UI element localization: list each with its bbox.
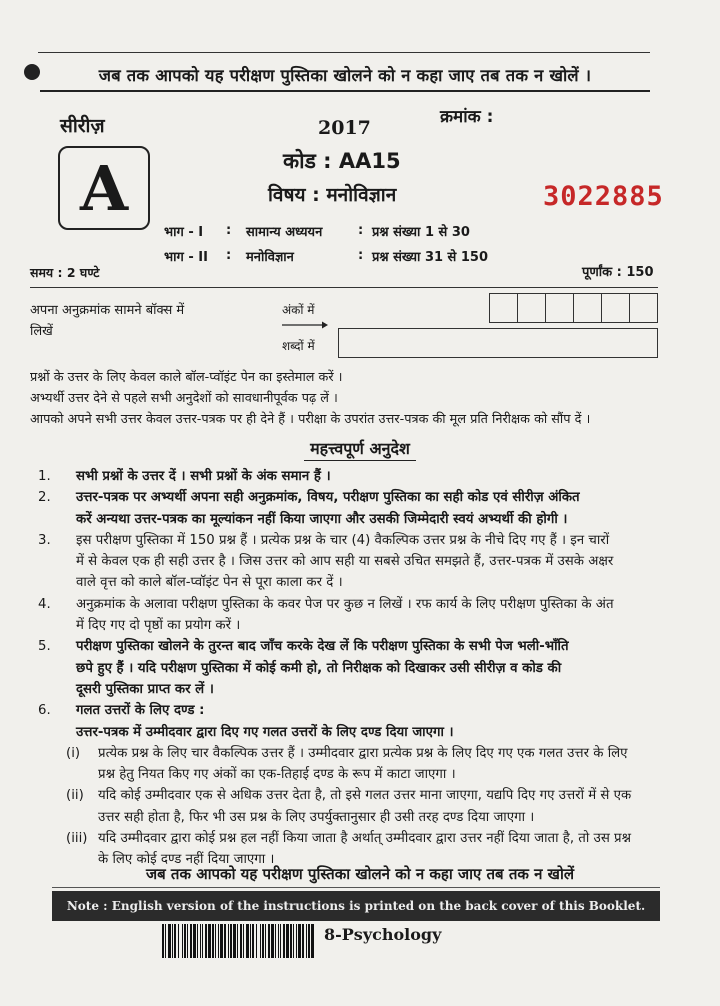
note-band-rule xyxy=(52,887,660,888)
part-name: मनोविज्ञान xyxy=(246,249,294,265)
roll-digit-box[interactable] xyxy=(517,293,546,323)
part-row xyxy=(164,218,488,243)
instruction-line: में से केवल एक ही सही उत्तर है । जिस उत्तर को आप सही या सबसे उचित समझते हैं, उत्तर-पत्रक में उसके अक्षर xyxy=(76,554,614,570)
max-marks: पूर्णांक : 150 xyxy=(582,265,654,280)
part-separator: : xyxy=(226,248,232,263)
instruction-number: 5. xyxy=(38,639,51,655)
penalty-intro: उत्तर-पत्रक में उम्मीदवार द्वारा दिए गए गलत उत्तरों के लिए दण्ड दिया जाएगा । xyxy=(76,724,454,740)
binder-hole xyxy=(24,64,40,80)
part-row xyxy=(164,243,488,268)
exam-year: 2017 xyxy=(318,117,371,139)
penalty-subitem xyxy=(28,743,668,786)
instruction-item xyxy=(28,530,668,594)
penalty-line: प्रत्येक प्रश्न के लिए चार वैकल्पिक उत्तर हैं । उम्मीदवार द्वारा प्रत्येक प्रश्न के लिए दिए गए एक गलत उत्तर के लिए xyxy=(98,745,628,761)
part-questions: प्रश्न संख्या 1 से 30 xyxy=(372,224,470,240)
penalty-line: उत्तर सही होता है, फिर भी उस प्रश्न के लिए उपर्युक्तानुसार ही उसी तरह दण्ड दिया जाएगा । xyxy=(98,809,535,825)
penalty-roman: (i) xyxy=(66,745,81,761)
instruction-number: 6. xyxy=(38,703,51,719)
barcode-icon xyxy=(162,924,314,958)
penalty-roman: (iii) xyxy=(66,831,88,847)
booklet-code-title: कोड : AA15 xyxy=(283,149,401,173)
note-line: अभ्यर्थी उत्तर देने से पहले सभी अनुदेशों को सावधानीपूर्वक पढ़ लें । xyxy=(30,391,338,406)
roll-digit-box[interactable] xyxy=(573,293,602,323)
digits-label: अंकों में xyxy=(282,303,315,317)
penalty-line: यदि उम्मीदवार द्वारा कोई प्रश्न हल नहीं किया जाता है अर्थात् उम्मीदवार द्वारा उत्तर नहीं दिया जाता है, तो उस प्रश्न xyxy=(98,831,632,847)
top-rule xyxy=(38,52,650,53)
instruction-line: वाले वृत्त को काले बॉल-प्वॉइंट पेन से पूरा काला कर दें । xyxy=(76,575,343,591)
series-letter: A xyxy=(79,151,129,225)
penalty-line: प्रश्न हेतु नियत किए गए अंकों का एक-तिहाई दण्ड के रूप में काटा जाएगा । xyxy=(98,767,456,783)
serial-label: क्रमांक : xyxy=(440,107,494,127)
instruction-line: छपे हुए हैं । यदि परीक्षण पुस्तिका में कोई कमी हो, तो निरीक्षक को दिखाकर उसी सीरीज़ व कोड की xyxy=(76,660,562,676)
instruction-number: 3. xyxy=(38,532,51,548)
note-line: आपको अपने सभी उत्तर केवल उत्तर-पत्रक पर ही देने हैं । परीक्षा के उपरांत उत्तर-पत्रक की मूल प्रति निरीक्षक को सौंप दें । xyxy=(30,412,591,427)
penalty-line: यदि कोई उम्मीदवार एक से अधिक उत्तर देता है, तो इसे गलत उत्तर माना जाएगा, यद्यपि दिए गए उत्तरों में से एक xyxy=(98,788,632,804)
part-name: सामान्य अध्ययन xyxy=(246,224,323,240)
serial-number: 3022885 xyxy=(543,181,664,212)
instructions-list xyxy=(28,466,668,871)
arrow-right-icon xyxy=(282,320,328,330)
part-questions: प्रश्न संख्या 31 से 150 xyxy=(372,249,489,265)
note-line: प्रश्नों के उत्तर के लिए केवल काले बॉल-प्वॉइंट पेन का इस्तेमाल करें । xyxy=(30,370,343,385)
penalty-intro-row xyxy=(28,722,668,743)
instruction-line: परीक्षण पुस्तिका खोलने के तुरन्त बाद जाँच करके देख लें कि परीक्षण पुस्तिका के सभी पेज भली-भाँति xyxy=(76,639,569,655)
instruction-line: उत्तर-पत्रक पर अभ्यर्थी अपना सही अनुक्रमांक, विषय, परीक्षण पुस्तिका का सही कोड एवं सीरीज़ अंकित xyxy=(76,490,580,506)
roll-digit-box[interactable] xyxy=(489,293,518,323)
time-allowed: समय : 2 घण्टे xyxy=(30,265,100,280)
instruction-line: में दिए गए दो पृष्ठों का प्रयोग करें । xyxy=(76,618,241,634)
roll-label-line: लिखें xyxy=(30,324,53,339)
instruction-number: 2. xyxy=(38,490,51,506)
instruction-number: 1. xyxy=(38,469,51,484)
penalty-roman: (ii) xyxy=(66,788,84,804)
top-warning: जब तक आपको यह परीक्षण पुस्तिका खोलने को न कहा जाए तब तक न खोलें । xyxy=(40,58,650,92)
roll-digit-box[interactable] xyxy=(629,293,658,323)
roll-number-instruction xyxy=(30,300,240,342)
series-label: सीरीज़ xyxy=(60,115,105,137)
penalty-line: के लिए कोई दण्ड नहीं दिया जाएगा । xyxy=(98,852,275,868)
roll-section-rule xyxy=(30,287,658,288)
subject-title: विषय : मनोविज्ञान xyxy=(268,184,397,206)
instruction-line: सभी प्रश्नों के उत्तर दें । सभी प्रश्नों के अंक समान हैं । xyxy=(76,469,331,484)
penalty-subitem xyxy=(28,785,668,828)
parts-table xyxy=(164,218,488,268)
english-version-note: Note : English version of the instructions is printed on the back cover of this Booklet. xyxy=(52,891,660,921)
instructions-heading xyxy=(0,437,720,459)
instruction-number: 4. xyxy=(38,596,51,612)
instruction-item-penalty xyxy=(28,700,668,721)
instruction-line: दूसरी पुस्तिका प्राप्त कर लें । xyxy=(76,681,214,697)
booklet-code: 8-Psychology xyxy=(324,925,442,944)
instruction-line: इस परीक्षण पुस्तिका में 150 प्रश्न हैं । प्रत्येक प्रश्न के चार (4) वैकल्पिक उत्तर प्रश्न के नीचे दिए गए हैं । इन चारों xyxy=(76,532,610,548)
roll-label-line: अपना अनुक्रमांक सामने बॉक्स में xyxy=(30,303,185,318)
roll-digit-box[interactable] xyxy=(601,293,630,323)
roll-words-box[interactable] xyxy=(338,328,658,358)
part-separator: : xyxy=(358,248,364,263)
roll-digit-boxes[interactable] xyxy=(490,293,658,323)
roll-digit-box[interactable] xyxy=(545,293,574,323)
instructions-heading-text: महत्त्वपूर्ण अनुदेश xyxy=(304,439,416,461)
instruction-line: करें अन्यथा उत्तर-पत्रक का मूल्यांकन नहीं किया जाएगा और उसकी जिम्मेदारी स्वयं अभ्यर्थी की होगी । xyxy=(76,511,568,527)
penalty-title: गलत उत्तरों के लिए दण्ड : xyxy=(76,703,205,719)
instruction-item xyxy=(28,636,668,700)
series-letter-box xyxy=(58,146,150,230)
part-separator: : xyxy=(358,223,364,238)
instruction-item xyxy=(28,466,668,487)
part-separator: : xyxy=(226,223,232,238)
instruction-item xyxy=(28,594,668,637)
instruction-item xyxy=(28,487,668,530)
general-notes xyxy=(30,367,590,430)
words-label: शब्दों में xyxy=(282,339,315,353)
part-label: भाग - II xyxy=(164,249,208,265)
bottom-warning: जब तक आपको यह परीक्षण पुस्तिका खोलने को न कहा जाए तब तक न खोलें xyxy=(145,865,575,883)
instruction-line: अनुक्रमांक के अलावा परीक्षण पुस्तिका के कवर पेज पर कुछ न लिखें । रफ कार्य के लिए परीक्षण पुस्तिका के अंत xyxy=(76,596,614,612)
part-label: भाग - I xyxy=(164,224,204,240)
